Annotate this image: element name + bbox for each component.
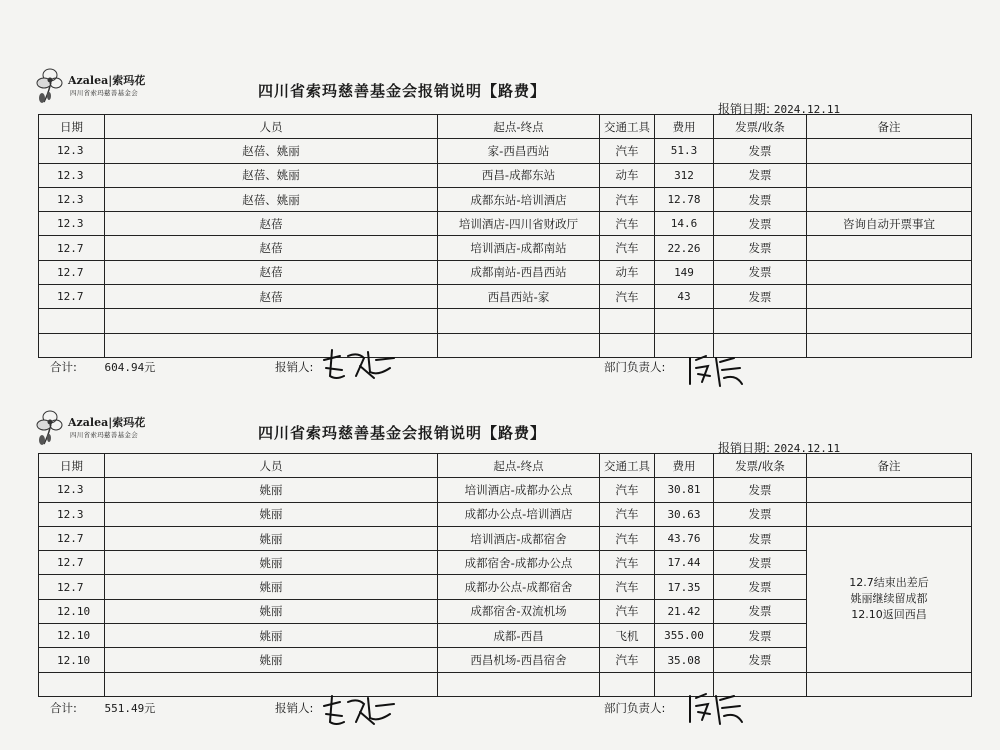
cell-fee: 21.42 — [655, 599, 714, 623]
cell-vehicle: 汽车 — [600, 187, 655, 211]
table-row — [39, 212, 972, 236]
cell-fee: 22.26 — [655, 236, 714, 260]
cell-invoice: 发票 — [714, 551, 807, 575]
cell-route: 成都办公点-培训酒店 — [438, 502, 600, 526]
cell-date: 12.3 — [39, 187, 105, 211]
azalea-flower-icon — [36, 408, 70, 448]
cell-person: 赵蓓、姚丽 — [105, 187, 438, 211]
blank-row — [39, 309, 972, 333]
cell-vehicle: 汽车 — [600, 478, 655, 502]
table-header-row — [39, 454, 972, 478]
cell-note — [807, 187, 972, 211]
cell-invoice: 发票 — [714, 260, 807, 284]
claim-date-label: 报销日期: — [718, 441, 771, 455]
total-value: 604.94元 — [104, 361, 156, 374]
cell-date: 12.3 — [39, 163, 105, 187]
cell-date: 12.3 — [39, 212, 105, 236]
cell-person: 赵蓓 — [105, 236, 438, 260]
cell-invoice: 发票 — [714, 648, 807, 672]
cell-person: 赵蓓 — [105, 285, 438, 309]
cell-route: 培训酒店-成都办公点 — [438, 478, 600, 502]
total-value: 551.49元 — [104, 702, 156, 715]
manager-signature — [684, 352, 748, 392]
cell-note — [807, 236, 972, 260]
expense-table — [38, 114, 972, 358]
total-label: 合计: — [50, 701, 77, 715]
cell-person: 赵蓓、姚丽 — [105, 139, 438, 163]
cell-invoice: 发票 — [714, 163, 807, 187]
table-row — [39, 236, 972, 260]
header-fee: 费用 — [655, 115, 714, 139]
cell-fee: 30.63 — [655, 502, 714, 526]
cell-invoice: 发票 — [714, 526, 807, 550]
header-note: 备注 — [807, 115, 972, 139]
header-date: 日期 — [39, 115, 105, 139]
claimant-signature — [318, 692, 400, 730]
cell-route: 成都东站-培训酒店 — [438, 187, 600, 211]
manager-signature — [684, 690, 748, 730]
table-row — [39, 187, 972, 211]
cell-fee: 30.81 — [655, 478, 714, 502]
cell-note: 咨询自动开票事宜 — [807, 212, 972, 236]
header-date: 日期 — [39, 454, 105, 478]
cell-route: 培训酒店-成都南站 — [438, 236, 600, 260]
cell-vehicle: 汽车 — [600, 285, 655, 309]
total-label: 合计: — [50, 360, 77, 374]
cell-fee: 17.35 — [655, 575, 714, 599]
cell-invoice: 发票 — [714, 212, 807, 236]
cell-note — [807, 478, 972, 502]
table-row — [39, 502, 972, 526]
header-vehicle: 交通工具 — [600, 115, 655, 139]
cell-invoice: 发票 — [714, 187, 807, 211]
claimant-signature — [318, 346, 400, 384]
header-note: 备注 — [807, 454, 972, 478]
cell-route: 西昌-成都东站 — [438, 163, 600, 187]
cell-fee: 14.6 — [655, 212, 714, 236]
form-title: 四川省索玛慈善基金会报销说明【路费】 — [258, 82, 547, 100]
cell-invoice: 发票 — [714, 139, 807, 163]
cell-vehicle: 汽车 — [600, 551, 655, 575]
azalea-flower-icon — [36, 66, 70, 106]
header-person: 人员 — [105, 454, 438, 478]
cell-note — [807, 285, 972, 309]
manager-label: 部门负责人: — [604, 701, 666, 715]
blank-row — [39, 333, 972, 357]
cell-date: 12.3 — [39, 139, 105, 163]
cell-date: 12.7 — [39, 236, 105, 260]
foundation-logo — [36, 408, 166, 448]
brand-subtitle: 四川省索玛慈善基金会 — [70, 431, 138, 439]
cell-person: 赵蓓 — [105, 260, 438, 284]
cell-invoice: 发票 — [714, 478, 807, 502]
cell-route: 成都办公点-成都宿舍 — [438, 575, 600, 599]
cell-route: 家-西昌西站 — [438, 139, 600, 163]
cell-fee: 43.76 — [655, 526, 714, 550]
cell-date: 12.10 — [39, 624, 105, 648]
cell-person: 赵蓓、姚丽 — [105, 163, 438, 187]
cell-person: 姚丽 — [105, 648, 438, 672]
cell-date: 12.7 — [39, 285, 105, 309]
brand-subtitle: 四川省索玛慈善基金会 — [70, 89, 138, 97]
brand-name: Azalea|索玛花 — [68, 74, 146, 87]
cell-route: 西昌西站-家 — [438, 285, 600, 309]
cell-vehicle: 汽车 — [600, 599, 655, 623]
cell-fee: 355.00 — [655, 624, 714, 648]
cell-date: 12.10 — [39, 648, 105, 672]
cell-date: 12.7 — [39, 526, 105, 550]
cell-person: 姚丽 — [105, 575, 438, 599]
expense-table — [38, 453, 972, 697]
cell-vehicle: 汽车 — [600, 575, 655, 599]
cell-note — [807, 139, 972, 163]
table-row — [39, 478, 972, 502]
cell-invoice: 发票 — [714, 285, 807, 309]
cell-route: 培训酒店-成都宿舍 — [438, 526, 600, 550]
cell-fee: 17.44 — [655, 551, 714, 575]
cell-vehicle: 汽车 — [600, 236, 655, 260]
total — [50, 700, 155, 716]
cell-route: 成都宿舍-成都办公点 — [438, 551, 600, 575]
cell-date: 12.7 — [39, 551, 105, 575]
cell-invoice: 发票 — [714, 236, 807, 260]
cell-date: 12.7 — [39, 575, 105, 599]
cell-fee: 43 — [655, 285, 714, 309]
cell-invoice: 发票 — [714, 599, 807, 623]
cell-invoice: 发票 — [714, 624, 807, 648]
cell-note — [807, 260, 972, 284]
cell-vehicle: 汽车 — [600, 139, 655, 163]
cell-route: 西昌机场-西昌宿舍 — [438, 648, 600, 672]
cell-invoice: 发票 — [714, 575, 807, 599]
cell-route: 成都宿舍-双流机场 — [438, 599, 600, 623]
manager-label: 部门负责人: — [604, 360, 666, 374]
header-vehicle: 交通工具 — [600, 454, 655, 478]
expense-form-2 — [0, 400, 1000, 750]
table-row — [39, 526, 972, 550]
cell-route: 成都南站-西昌西站 — [438, 260, 600, 284]
cell-fee: 51.3 — [655, 139, 714, 163]
claim-date-label: 报销日期: — [718, 102, 771, 116]
cell-fee: 312 — [655, 163, 714, 187]
header-route: 起点-终点 — [438, 115, 600, 139]
foundation-logo — [36, 66, 166, 106]
cell-date: 12.7 — [39, 260, 105, 284]
cell-person: 姚丽 — [105, 624, 438, 648]
cell-vehicle: 动车 — [600, 163, 655, 187]
header-route: 起点-终点 — [438, 454, 600, 478]
cell-vehicle: 汽车 — [600, 212, 655, 236]
claim-date-value: 2024.12.11 — [773, 103, 841, 116]
table-row — [39, 285, 972, 309]
blank-row — [39, 672, 972, 696]
note-text: 12.7结束出差后 姚丽继续留成都 12.10返回西昌 — [849, 576, 929, 622]
cell-vehicle: 汽车 — [600, 526, 655, 550]
cell-date: 12.10 — [39, 599, 105, 623]
cell-route: 培训酒店-四川省财政厅 — [438, 212, 600, 236]
header-person: 人员 — [105, 115, 438, 139]
total — [50, 359, 155, 375]
cell-person: 姚丽 — [105, 599, 438, 623]
header-fee: 费用 — [655, 454, 714, 478]
cell-vehicle: 汽车 — [600, 502, 655, 526]
cell-person: 赵蓓 — [105, 212, 438, 236]
cell-person: 姚丽 — [105, 551, 438, 575]
cell-person: 姚丽 — [105, 478, 438, 502]
brand-name: Azalea|索玛花 — [68, 416, 146, 429]
table-row — [39, 139, 972, 163]
cell-vehicle: 动车 — [600, 260, 655, 284]
header-invoice: 发票/收条 — [714, 115, 807, 139]
cell-note — [807, 163, 972, 187]
claimant-label: 报销人: — [275, 701, 314, 715]
cell-fee: 149 — [655, 260, 714, 284]
cell-date: 12.3 — [39, 478, 105, 502]
form-title: 四川省索玛慈善基金会报销说明【路费】 — [258, 424, 547, 442]
cell-note-merged — [807, 526, 972, 672]
cell-person: 姚丽 — [105, 502, 438, 526]
cell-vehicle: 汽车 — [600, 648, 655, 672]
cell-note — [807, 502, 972, 526]
cell-fee: 35.08 — [655, 648, 714, 672]
cell-route: 成都-西昌 — [438, 624, 600, 648]
header-invoice: 发票/收条 — [714, 454, 807, 478]
cell-person: 姚丽 — [105, 526, 438, 550]
table-row — [39, 260, 972, 284]
cell-fee: 12.78 — [655, 187, 714, 211]
table-header-row — [39, 115, 972, 139]
cell-invoice: 发票 — [714, 502, 807, 526]
claim-date-value: 2024.12.11 — [773, 442, 841, 455]
table-row — [39, 163, 972, 187]
cell-date: 12.3 — [39, 502, 105, 526]
cell-vehicle: 飞机 — [600, 624, 655, 648]
claimant-label: 报销人: — [275, 360, 314, 374]
